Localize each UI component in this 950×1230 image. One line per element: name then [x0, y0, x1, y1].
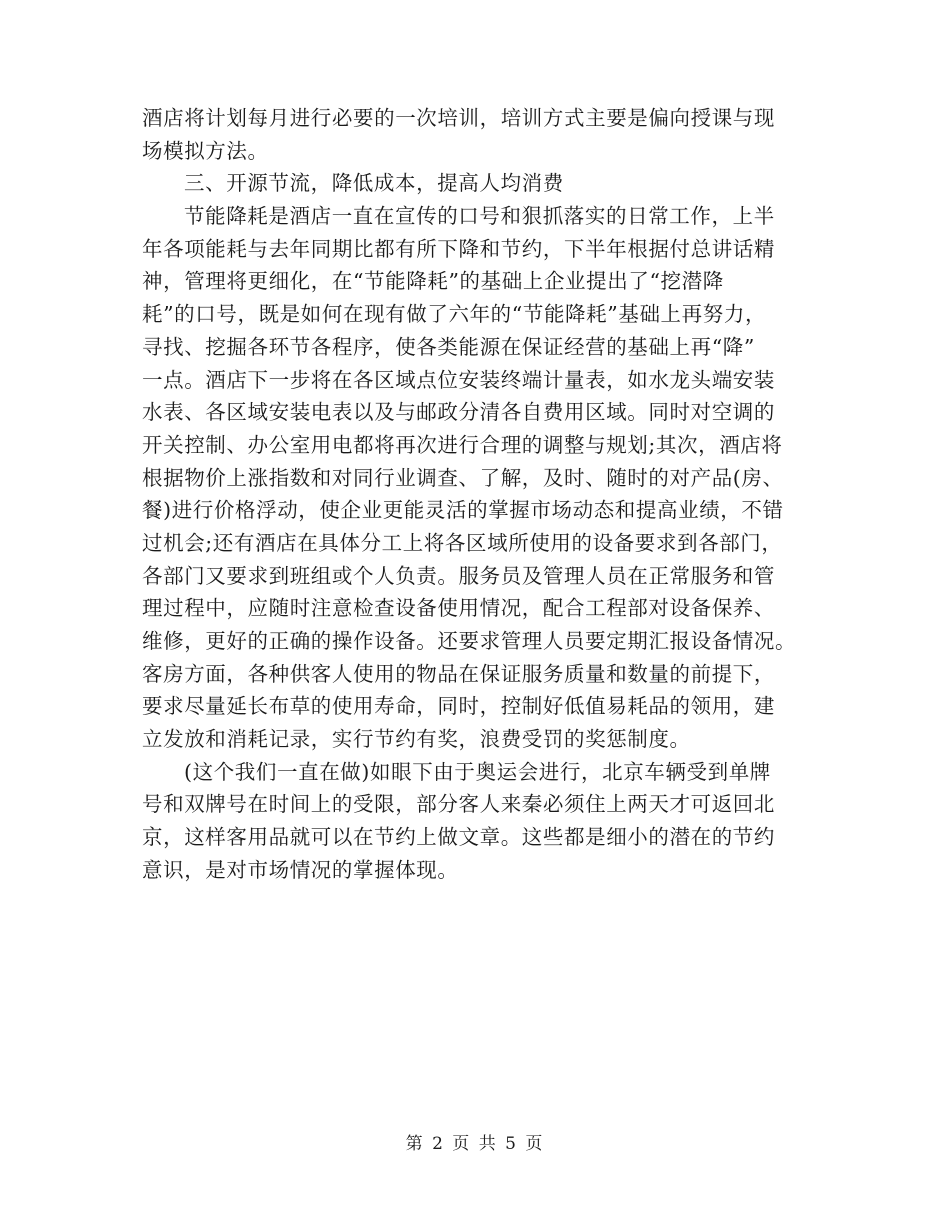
paragraph: [142, 102, 810, 167]
footer-middle: 页 共: [452, 1134, 498, 1154]
text-line: 一点。酒店下一步将在各区域点位安装终端计量表，如水龙头端安装: [142, 367, 775, 392]
text-line: 三、开源节流，降低成本，提高人均消费: [184, 171, 564, 196]
text-line: 号和双牌号在时间上的受限，部分客人来秦必须住上两天才可返回北: [142, 792, 775, 817]
text-line: 维修，更好的正确的操作设备。还要求管理人员要定期汇报设备情况。: [142, 629, 797, 653]
text-line: 酒店将计划每月进行必要的一次培训，培训方式主要是偏向授课与现: [142, 106, 775, 130]
text-line: 意识，是对市场情况的掌握体现。: [142, 857, 459, 882]
page-footer: [0, 1129, 950, 1154]
text-line: 客房方面，各种供客人使用的物品在保证服务质量和数量的前提下，: [142, 661, 775, 686]
text-line: 立发放和消耗记录，实行节约有奖，浪费受罚的奖惩制度。: [142, 727, 691, 752]
text-line: 寻找、挖掘各环节各程序，使各类能源在保证经营的基础上再“降”: [142, 334, 755, 359]
text-line: 过机会;还有酒店在具体分工上将各区域所使用的设备要求到各部门，: [142, 530, 783, 555]
text-line: 理过程中，应随时注意检查设备使用情况，配合工程部对设备保养、: [142, 596, 775, 621]
paragraph: [142, 167, 810, 200]
paragraph: [142, 200, 810, 233]
text-line: 餐)进行价格浮动，使企业更能灵活的掌握市场动态和提高业绩，不错: [142, 498, 784, 523]
document-body: [142, 102, 810, 887]
text-line: 耗”的口号，既是如何在现有做了六年的“节能降耗”基础上再努力，: [142, 302, 767, 327]
text-line: 节能降耗是酒店一直在宣传的口号和狠抓落实的日常工作，上半: [184, 204, 775, 229]
text-line: 开关控制、办公室用电都将再次进行合理的调整与规划;其次，酒店将: [142, 432, 783, 457]
text-line: 年各项能耗与去年同期比都有所下降和节约，下半年根据付总讲话精: [142, 236, 775, 261]
footer-current-page: 2: [432, 1134, 445, 1154]
footer-suffix: 页: [525, 1134, 545, 1154]
text-line: (这个我们一直在做)如眼下由于奥运会进行，北京车辆受到单牌: [184, 759, 771, 784]
paragraph: [142, 233, 810, 756]
footer-total-pages: 5: [505, 1134, 518, 1154]
text-line: 京，这样客用品就可以在节约上做文章。这些都是细小的潜在的节约: [142, 825, 775, 850]
footer-prefix: 第: [405, 1134, 425, 1154]
text-line: 要求尽量延长布草的使用寿命，同时，控制好低值易耗品的领用，建: [142, 694, 775, 719]
text-line: 各部门又要求到班组或个人负责。服务员及管理人员在正常服务和管: [142, 563, 775, 588]
text-line: 水表、各区域安装电表以及与邮政分清各自费用区域。同时对空调的: [142, 400, 775, 425]
text-line: 场模拟方法。: [142, 138, 269, 163]
text-line: 神，管理将更细化，在“节能降耗”的基础上企业提出了“挖潜降: [142, 269, 724, 294]
text-line: 根据物价上涨指数和对同行业调查、了解，及时、随时的对产品(房、: [142, 465, 784, 490]
paragraph: [142, 756, 810, 789]
paragraph: [142, 788, 810, 886]
